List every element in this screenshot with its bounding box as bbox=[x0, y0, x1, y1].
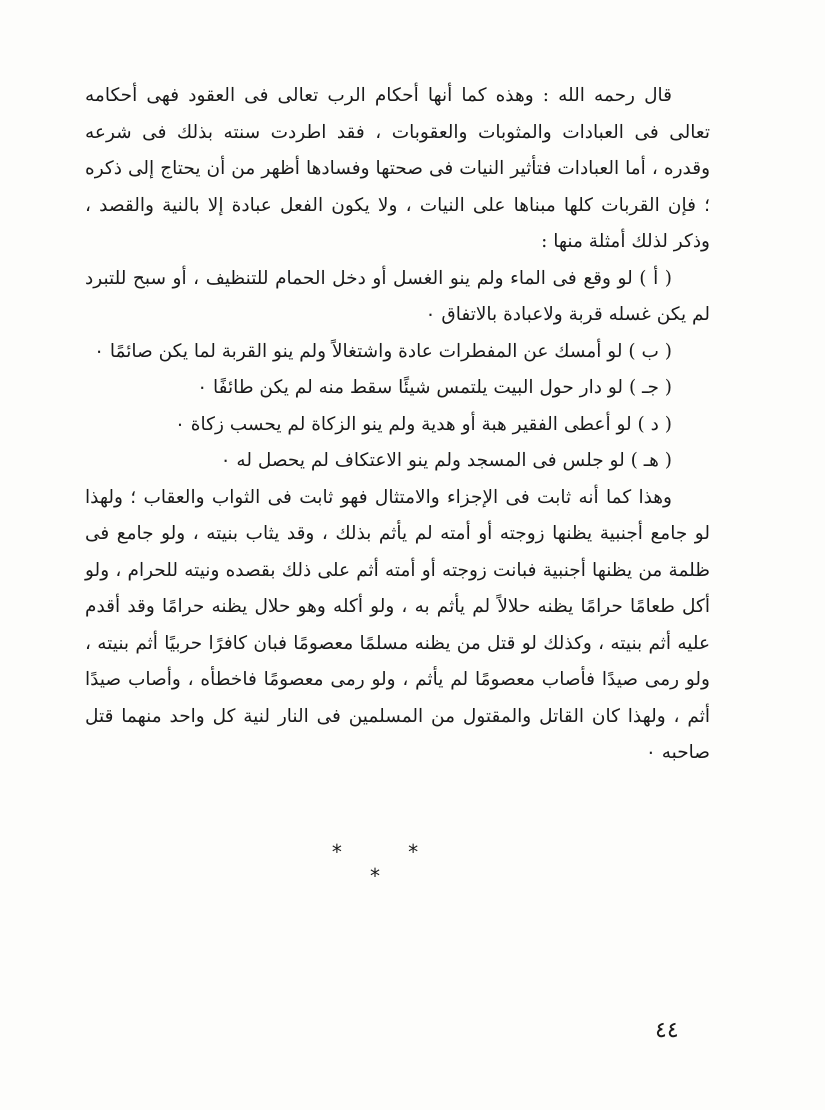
example-e: ( هـ ) لو جلس فى المسجد ولم ينو الاعتكاف لم يحصل له ٠ bbox=[220, 450, 672, 471]
body-text bbox=[85, 78, 710, 772]
section-separator bbox=[325, 840, 455, 888]
example-d: ( د ) لو أعطى الفقير هبة أو هدية ولم ينو الزكاة لم يحسب زكاة ٠ bbox=[174, 413, 672, 435]
example-c: ( جـ ) لو دار حول البيت يلتمس شيئًا سقط منه لم يكن طائفًا ٠ bbox=[197, 377, 672, 398]
opening-paragraph: قال رحمه الله : وهذه كما أنها أحكام الرب تعالى فى العقود فهى أحكامه تعالى فى العبادات والمثوبات والعقوبات ، فقد اطردت سنته بذلك فى شرعه وقدره ، أما العبادات فتأثير النيات فى صحتها وفسادها أظهر من أن يحتاج إلى ذكره ؛ فإن القربات كلها مبناها على النيات ، ولا يكون الفعل عبادة إلا بالنية والقصد ، وذكر لذلك أمثلة منها : bbox=[85, 85, 710, 252]
page-number: ٤٤ bbox=[655, 1018, 679, 1043]
example-b: ( ب ) لو أمسك عن المفطرات عادة واشتغالاً ولم ينو القربة لما يكن صائمًا ٠ bbox=[94, 340, 672, 362]
example-a: ( أ ) لو وقع فى الماء ولم ينو الغسل أو دخل الحمام للتنظيف ، أو سبح للتبرد لم يكن غسله قربة ولاعبادة بالاتفاق ٠ bbox=[85, 267, 710, 325]
separator-text: * * * bbox=[331, 840, 449, 888]
closing-paragraph: وهذا كما أنه ثابت فى الإجزاء والامتثال فهو ثابت فى الثواب والعقاب ؛ ولهذا لو جامع أجنبية يظنها زوجته أو أمته لم يأثم بذلك ، وقد يثاب بنيته ، ولو جامع فى ظلمة من يظنها أجنبية فبانت زوجته أو أمته أثم على ذلك بقصده ونيته للحرام ، ولو أكل طعامًا حرامًا يظنه حلالاً لم يأثم به ، ولو أكله وهو حلال يظنه حرامًا وقد أقدم عليه أثم بنيته ، وكذلك لو قتل من يظنه مسلمًا معصومًا فبان كافرًا حربيًا أثم بنيته ، ولو رمى صيدًا فأصاب معصومًا لم يأثم ، ولو رمى معصومًا فاخطأه ، وأصاب صيدًا أثم ، ولهذا كان القاتل والمقتول من المسلمين فى النار لنية كل واحد منهما قتل صاحبه ٠ bbox=[85, 486, 710, 763]
